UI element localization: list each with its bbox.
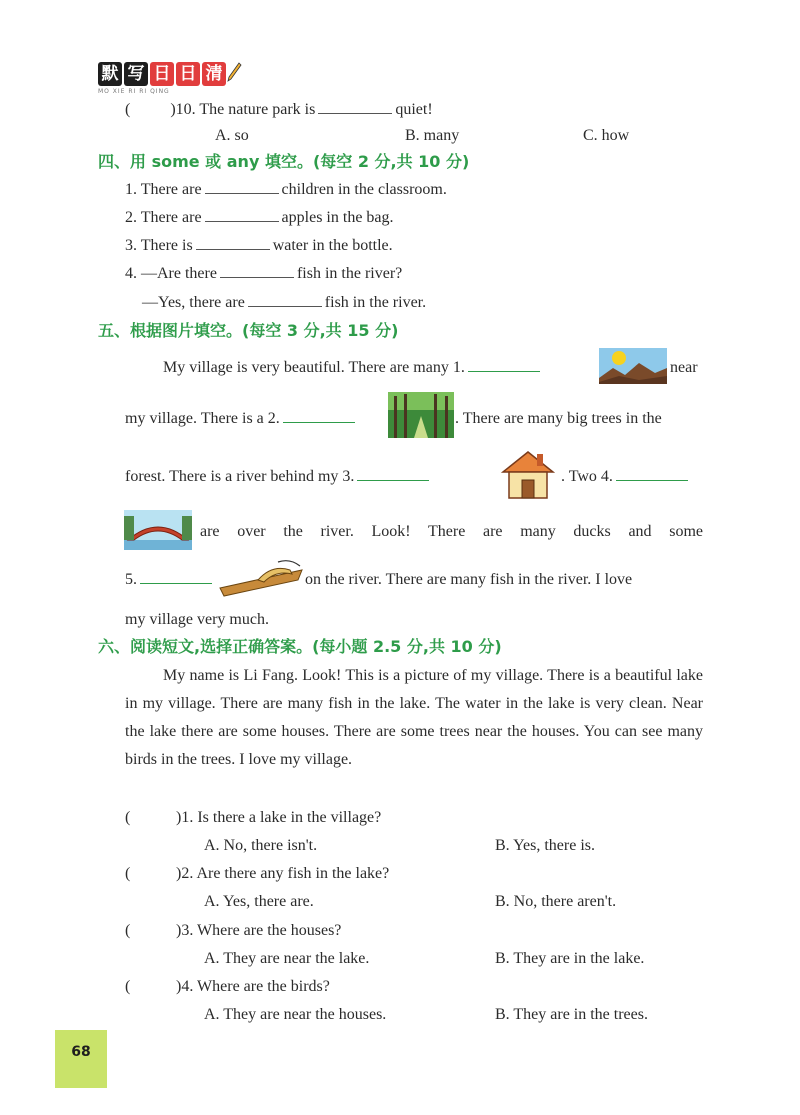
logo-char: 日	[176, 62, 200, 86]
s4-item-text: children in the classroom.	[281, 181, 447, 198]
s5-line-5a	[125, 570, 215, 590]
s4-item-text: 3. There is	[125, 237, 193, 254]
s4-item-5	[142, 293, 426, 313]
s4-item-1	[125, 180, 447, 200]
s5-text: near	[670, 359, 698, 376]
s5-text: forest. There is a river behind my 3.	[125, 468, 355, 485]
q10-number: 10.	[175, 101, 196, 118]
s5-line-1	[163, 358, 543, 378]
s5-text: on the river. There are many fish in the river. I love	[305, 571, 633, 588]
q3-option-a[interactable]: A. They are near the lake.	[204, 950, 370, 967]
q4-option-a[interactable]: A. They are near the houses.	[204, 1006, 387, 1023]
question-4: )4. Where are the birds?	[176, 978, 330, 995]
section-6-title: 六、阅读短文,选择正确答案。(每小题 2.5 分,共 10 分)	[98, 637, 502, 656]
question-1: )1. Is there a lake in the village?	[176, 809, 382, 826]
answer-blank[interactable]	[205, 220, 279, 222]
header-logo	[98, 62, 248, 95]
s4-item-text: fish in the river?	[296, 265, 403, 282]
page-number-tab	[55, 1030, 107, 1088]
s5-line-3a	[125, 467, 432, 487]
s4-item-3	[125, 236, 393, 256]
q4-option-b[interactable]: B. They are in the trees.	[495, 1006, 648, 1023]
q3-option-b[interactable]: B. They are in the lake.	[495, 950, 645, 967]
s4-item-text: apples in the bag.	[281, 209, 394, 226]
paren-open: (	[125, 101, 131, 118]
answer-blank[interactable]	[220, 276, 294, 278]
s5-text: . Two 4.	[561, 468, 613, 485]
s4-item-text: fish in the river.	[324, 294, 427, 311]
bridge-picture	[124, 510, 192, 550]
question-3: )3. Where are the houses?	[176, 922, 342, 939]
q1-option-b[interactable]: B. Yes, there is.	[495, 837, 596, 854]
answer-blank[interactable]	[140, 582, 212, 584]
paren-close: )	[170, 101, 176, 118]
s4-item-text: 1. There are	[125, 181, 202, 198]
answer-blank[interactable]	[468, 370, 540, 372]
s4-item-text: 2. There are	[125, 209, 202, 226]
answer-blank[interactable]	[318, 112, 392, 114]
logo-subtitle: MO XIE RI RI QING	[98, 88, 170, 95]
q10-option-b[interactable]: B. many	[405, 127, 460, 144]
question-2: )2. Are there any fish in the lake?	[176, 865, 390, 882]
answer-blank[interactable]	[616, 479, 688, 481]
s5-text: my village. There is a 2.	[125, 410, 280, 427]
q-paren: (	[125, 978, 131, 995]
q10-text-before: The nature park is	[199, 101, 316, 118]
answer-blank[interactable]	[205, 192, 279, 194]
q-paren: (	[125, 865, 131, 882]
s5-line-4: are over the river. Look! There are many ducks and some	[200, 523, 703, 540]
s4-item-text: water in the bottle.	[272, 237, 393, 254]
answer-blank[interactable]	[283, 421, 355, 423]
s4-item-2	[125, 208, 394, 228]
logo-char: 默	[98, 62, 122, 86]
boat-picture	[218, 558, 308, 600]
answer-blank[interactable]	[357, 479, 429, 481]
q10-text-after: quiet!	[395, 101, 433, 118]
forest-picture	[388, 392, 454, 438]
s4-item-text: —Yes, there are	[142, 294, 245, 311]
s5-text: 5.	[125, 571, 137, 588]
s5-line-2a	[125, 409, 358, 429]
s5-line-6: my village very much.	[125, 611, 269, 628]
section-5-title: 五、根据图片填空。(每空 3 分,共 15 分)	[98, 321, 399, 340]
page-number: 68	[71, 1044, 91, 1060]
logo-char: 清	[202, 62, 226, 86]
section-4-title: 四、用 some 或 any 填空。(每空 2 分,共 10 分)	[98, 152, 470, 171]
s5-text: My village is very beautiful. There are many 1.	[163, 359, 465, 376]
logo-char: 写	[124, 62, 148, 86]
mountain-sun-picture	[599, 348, 667, 384]
s4-item-text: 4. —Are there	[125, 265, 217, 282]
pen-icon	[226, 62, 242, 84]
q-paren: (	[125, 809, 131, 826]
q-paren: (	[125, 922, 131, 939]
house-picture	[497, 448, 559, 500]
s5-line-3b	[561, 467, 691, 487]
answer-blank[interactable]	[196, 248, 270, 250]
q10-line	[125, 100, 433, 120]
s4-item-4	[125, 264, 402, 284]
q2-option-a[interactable]: A. Yes, there are.	[204, 893, 314, 910]
q1-option-a[interactable]: A. No, there isn't.	[204, 837, 318, 854]
answer-blank[interactable]	[248, 305, 322, 307]
q10-option-c[interactable]: C. how	[583, 127, 630, 144]
reading-passage: My name is Li Fang. Look! This is a picture of my village. There is a beautiful lake in my village. There are many fish in the lake. The water in the lake is very clean. Near the lake there are some houses. There are some trees near the houses. You can see many birds in the trees. I love my village.	[125, 667, 703, 768]
logo-char: 日	[150, 62, 174, 86]
q2-option-b[interactable]: B. No, there aren't.	[495, 893, 617, 910]
s5-text: . There are many big trees in the	[455, 410, 662, 427]
q10-option-a[interactable]: A. so	[215, 127, 249, 144]
